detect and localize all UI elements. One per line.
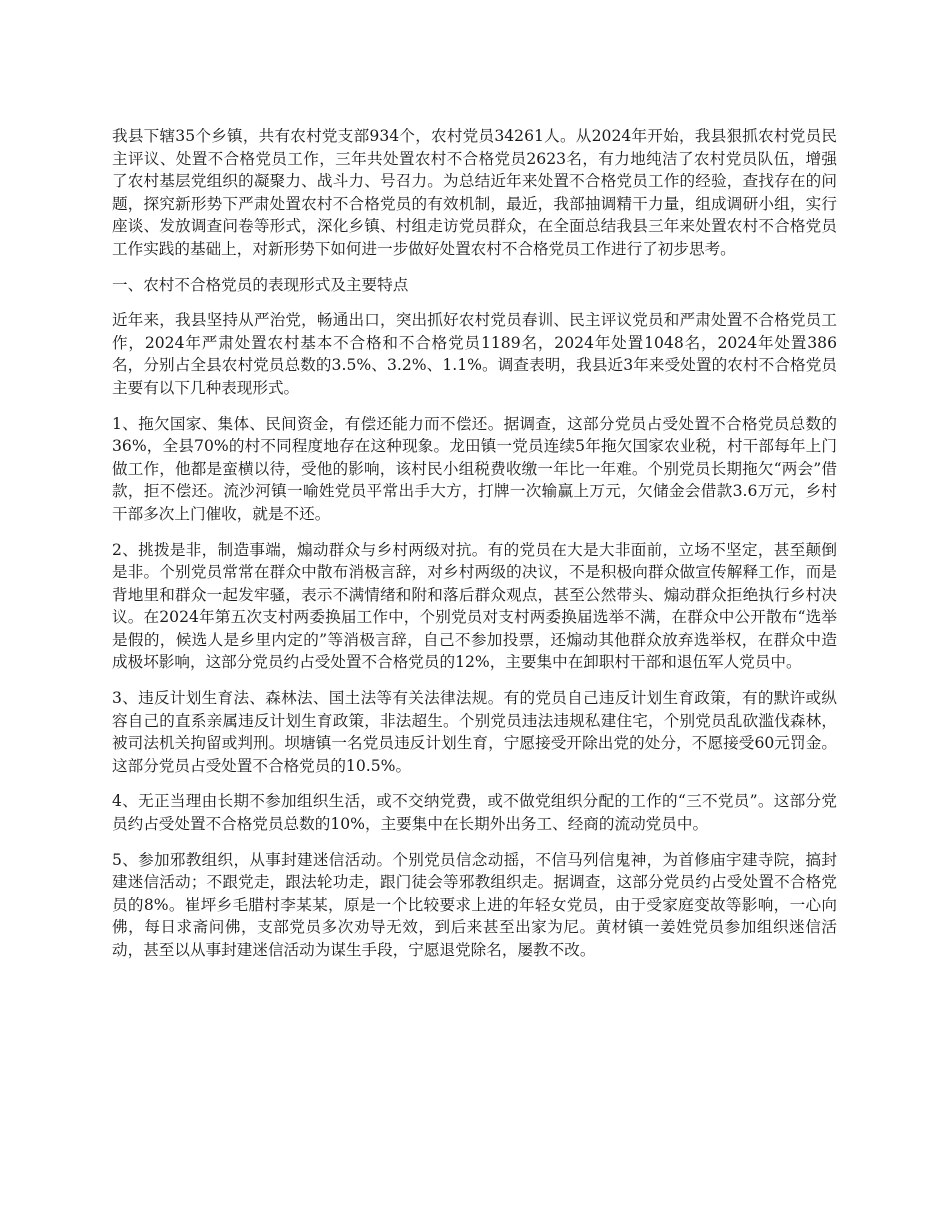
item-5-paragraph: 5、参加邪教组织，从事封建迷信活动。个别党员信念动摇，不信马列信鬼神，为首修庙宇建寺院，搞封建迷信活动；不跟党走，跟法轮功走，跟门徒会等邪教组织走。据调查，这部分党员约占受处置不合格党员的8%。崔坪乡毛腊村李某某，原是一个比较要求上进的年轻女党员，由于受家庭变故等影响，一心向佛，每日求斋问佛，支部党员多次劝导无效，到后来甚至出家为尼。黄材镇一姜姓党员参加组织迷信活动，甚至以从事封建迷信活动为谋生手段，宁愿退党除名，屡教不改。 bbox=[112, 850, 837, 959]
document-body bbox=[112, 125, 837, 975]
item-4-paragraph: 4、无正当理由长期不参加组织生活，或不交纳党费，或不做党组织分配的工作的“三不党员”。这部分党员约占受处置不合格党员总数的10%，主要集中在长期外出务工、经商的流动党员中。 bbox=[112, 792, 837, 834]
intro-paragraph: 我县下辖35个乡镇，共有农村党支部934个，农村党员34261人。从2024年开始，我县狠抓农村党员民主评议、处置不合格党员工作，三年共处置农村不合格党员2623名，有力地纯洁了农村党员队伍，增强了农村基层党组织的凝聚力、战斗力、号召力。为总结近年来处置不合格党员工作的经验，查找存在的问题，探究新形势下严肃处置农村不合格党员的有效机制，最近，我部抽调精干力量，组成调研小组，实行座谈、发放调查问卷等形式，深化乡镇、村组走访党员群众，在全面总结我县三年来处置农村不合格党员工作实践的基础上，对新形势下如何进一步做好处置农村不合格党员工作进行了初步思考。 bbox=[112, 127, 837, 258]
section-heading: 一、农村不合格党员的表现形式及主要特点 bbox=[112, 275, 409, 294]
item-3-paragraph: 3、违反计划生育法、森林法、国土法等有关法律法规。有的党员自己违反计划生育政策，有的默许或纵容自己的直系亲属违反计划生育政策，非法超生。个别党员违法违规私建住宅，个别党员乱砍滥伐森林，被司法机关拘留或判刑。坝塘镇一名党员违反计划生育，宁愿接受开除出党的处分，不愿接受60元罚金。这部分党员占受处置不合格党员的10.5%。 bbox=[112, 689, 837, 775]
overview-paragraph: 近年来，我县坚持从严治党，畅通出口，突出抓好农村党员春训、民主评议党员和严肃处置不合格党员工作，2024年严肃处置农村基本不合格和不合格党员1189名，2024年处置1048名，2024年处置386名，分别占全县农村党员总数的3.5%、3.2%、1.1%。调查表明，我县近3年来受处置的农村不合格党员主要有以下几种表现形式。 bbox=[112, 311, 837, 397]
item-2-paragraph: 2、挑拨是非，制造事端，煽动群众与乡村两级对抗。有的党员在大是大非面前，立场不坚定，甚至颠倒是非。个别党员常常在群众中散布消极言辞，对乡村两级的决议，不是积极向群众做宣传解释工作，而是背地里和群众一起发牢骚，表示不满情绪和附和落后群众观点，甚至公然带头、煽动群众拒绝执行乡村决议。在2024年第五次支村两委换届工作中，个别党员对支村两委换届选举不满，在群众中公开散布“选举是假的，候选人是乡里内定的”等消极言辞，自己不参加投票，还煽动其他群众放弃选举权，在群众中造成极坏影响，这部分党员约占受处置不合格党员的12%，主要集中在卸职村干部和退伍军人党员中。 bbox=[112, 540, 837, 672]
item-1-paragraph: 1、拖欠国家、集体、民间资金，有偿还能力而不偿还。据调查，这部分党员占受处置不合格党员总数的36%，全县70%的村不同程度地存在这种现象。龙田镇一党员连续5年拖欠国家农业税，村干部每年上门做工作，他都是蛮横以待，受他的影响，该村民小组税费收缴一年比一年难。个别党员长期拖欠“两会”借款，拒不偿还。流沙河镇一喻姓党员平常出手大方，打牌一次输赢上万元，欠储金会借款3.6万元，乡村干部多次上门催收，就是不还。 bbox=[112, 414, 837, 523]
